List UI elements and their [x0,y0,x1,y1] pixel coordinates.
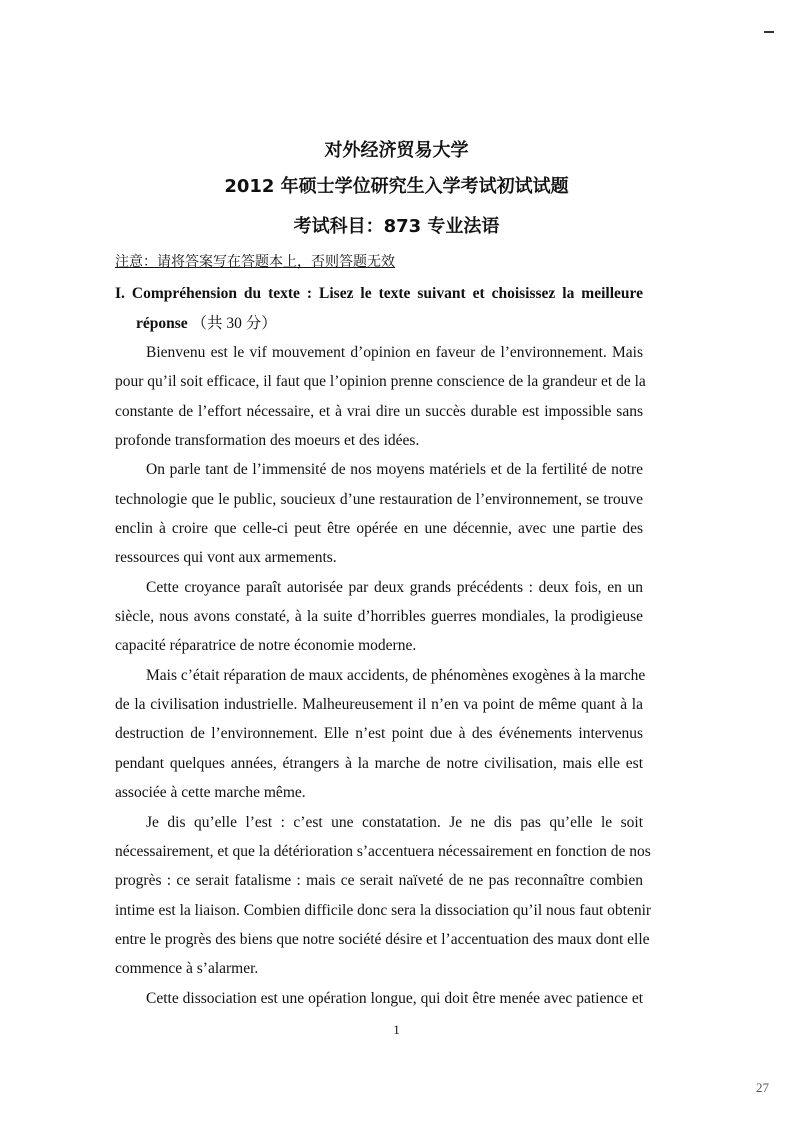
page-number: 1 [393,1022,400,1037]
paragraph-line: Je dis qu’elle l’est : c’est une constatation. Je ne dis pas qu’elle le soit [146,813,643,831]
paragraph-line: progrès : ce serait fatalisme : mais ce serait naïveté de ne pas reconnaître combien [115,872,643,890]
paragraph-line: commence à s’alarmer. [115,960,259,978]
paragraph-line: ressources qui vont aux armements. [115,549,337,567]
paragraph-line: pour qu’il soit efficace, il faut que l’opinion prenne conscience de la grandeur et de la [115,373,646,391]
paragraph-line: profonde transformation des moeurs et des idées. [115,432,420,450]
university-title: 对外经济贸易大学 [324,140,469,161]
paragraph-line: entre le progrès des biens que notre société désire et l’accentuation des maux dont elle [115,930,650,948]
exam-subject: 考试科目：873 专业法语 [293,216,500,237]
paragraph-line: capacité réparatrice de notre économie moderne. [115,637,417,655]
section-heading-word: réponse [136,315,188,332]
paragraph-line: siècle, nous avons constaté, à la suite d’horribles guerres mondiales, la prodigieuse [115,608,643,626]
section-points: （共 30 分） [191,315,277,332]
scan-mark [764,31,774,33]
section-heading-cont [136,314,277,333]
passage-text [115,338,652,1013]
paragraph-line: technologie que le public, soucieux d’une restauration de l’environnement, se trouve [115,490,643,508]
paragraph-line: de la civilisation industrielle. Malheureusement il n’en va point de même quant à la [115,696,643,714]
paragraph-line: Mais c’était réparation de maux accidents, de phénomènes exogènes à la marche [146,666,646,684]
paragraph-line: Cette dissociation est une opération longue, qui doit être menée avec patience et [146,989,643,1007]
paragraph-line: destruction de l’environnement. Elle n’est point due à des événements intervenus [115,725,643,743]
notice: 注意：请将答案写在答题本上，否则答题无效 [115,254,395,270]
corner-page-number: 27 [756,1080,769,1095]
exam-title: 2012 年硕士学位研究生入学考试初试试题 [224,176,569,197]
paragraph-line: pendant quelques années, étrangers à la marche de notre civilisation, mais elle est [115,754,643,772]
paragraph-line: enclin à croire que celle-ci peut être opérée en une décennie, avec une partie des [115,520,643,538]
section-heading: I. Compréhension du texte : Lisez le texte suivant et choisissez la meilleure [115,285,643,302]
paragraph-line: constante de l’effort nécessaire, et à vrai dire un succès durable est impossible sans [115,402,643,420]
paragraph-line: associée à cette marche même. [115,784,306,802]
paragraph-line: intime est la liaison. Combien difficile donc sera la dissociation qu’il nous faut obtenir [115,901,652,919]
paragraph-line: Bienvenu est le vif mouvement d’opinion en faveur de l’environnement. Mais [146,344,643,361]
paragraph-line: On parle tant de l’immensité de nos moyens matériels et de la fertilité de notre [146,461,643,479]
paragraph-line: Cette croyance paraît autorisée par deux grands précédents : deux fois, en un [146,578,643,596]
paragraph-line: nécessairement, et que la détérioration s’accentuera nécessairement en fonction de nos [115,842,651,860]
